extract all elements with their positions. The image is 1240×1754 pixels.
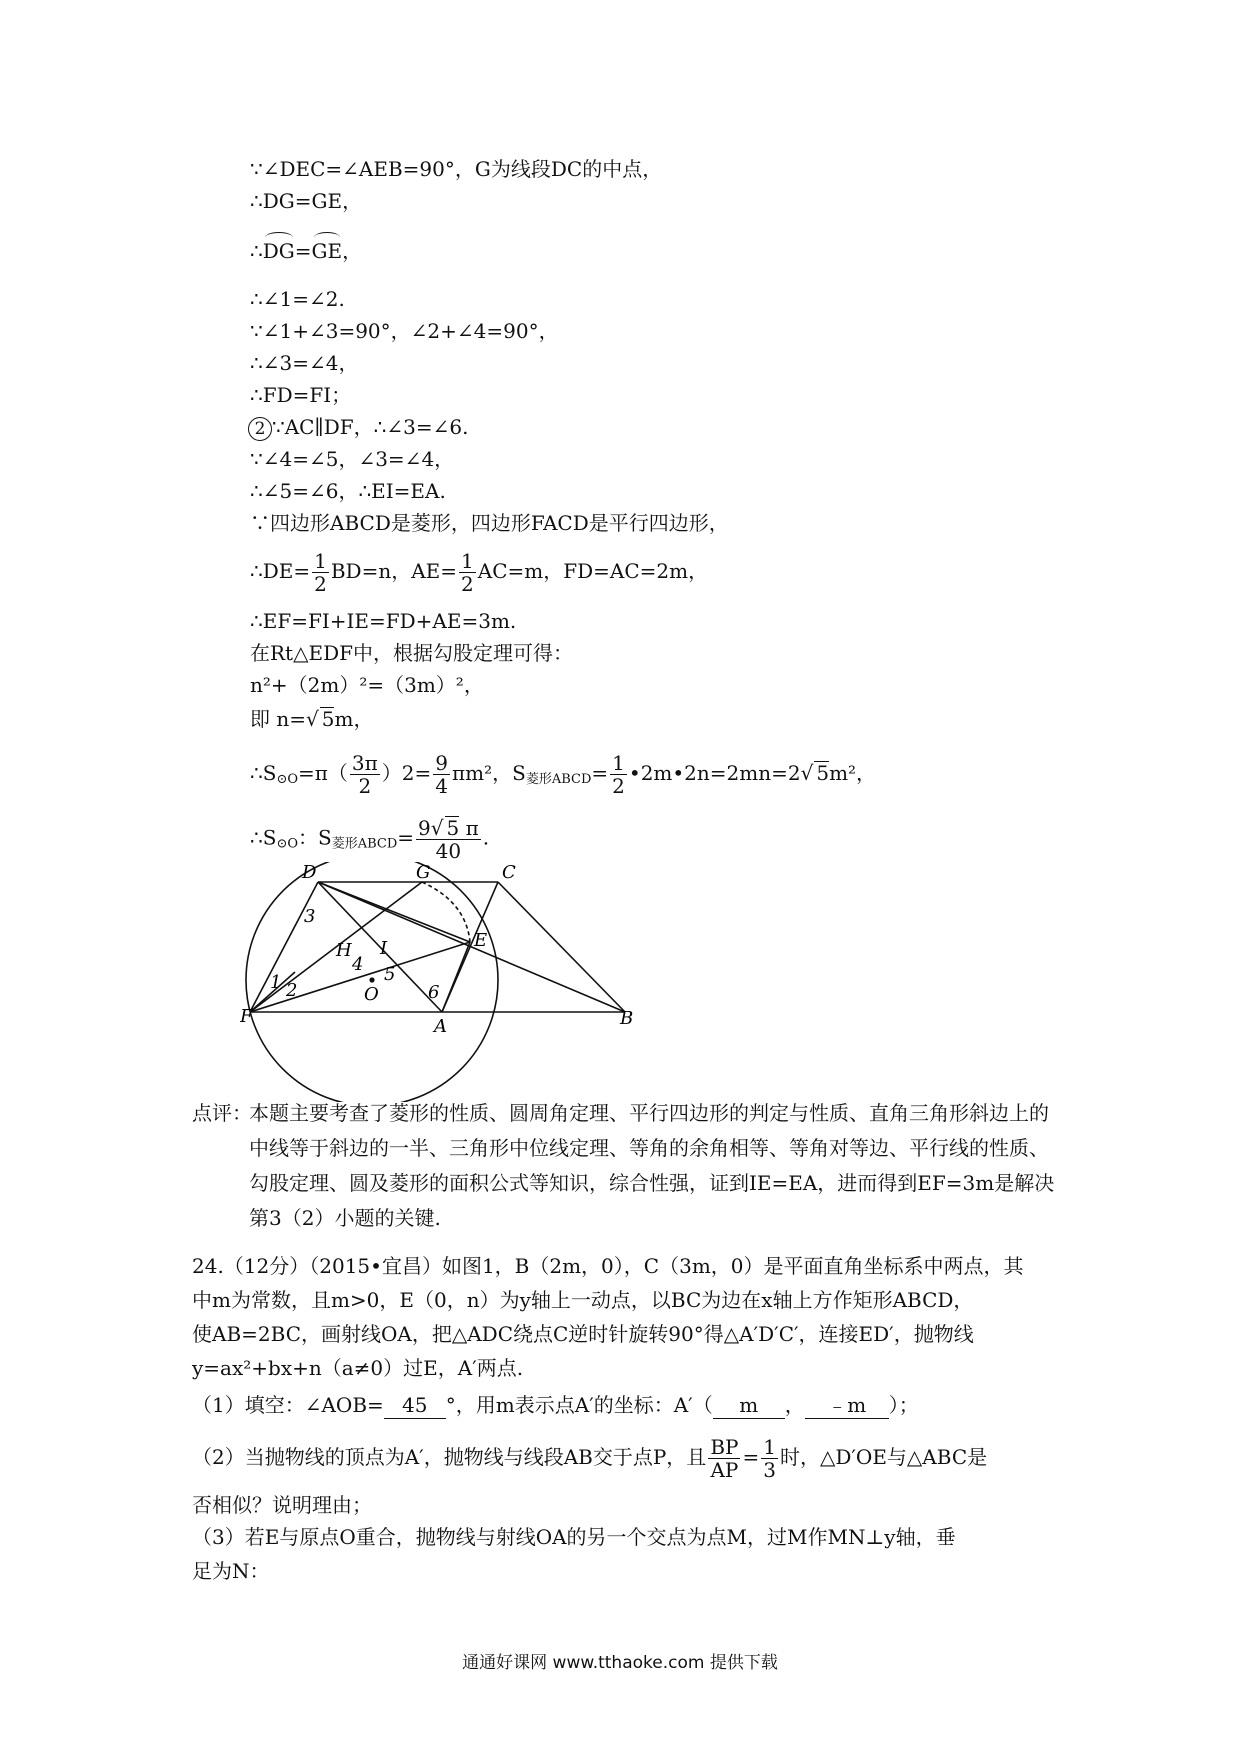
angle-label-5: 5 [384,964,396,985]
proof-line-14: 在Rt△EDF中，根据勾股定理可得： [250,641,573,665]
problem-line-3: 使AB=2BC，画射线OA，把△ADC绕点C逆时针旋转90°得△A′D′C′，连接ED′，抛物线 [192,1322,974,1346]
proof-line-4: ∴∠1=∠2. [250,287,345,311]
label-D: D [302,862,317,883]
review-text: 本题主要考查了菱形的性质、圆周角定理、平行四边形的判定与性质、直角三角形斜边上的中线等于斜边的一半、三角形中位线定理、等角的余角相等、等角对等边、平行线的性质、勾股定理、圆及菱形的面积公式等知识，综合性强，证到IE=EA，进而得到EF=3m是解决第3（2）小题的关键. [249,1101,1055,1230]
proof-line-2: ∴DG=GE， [250,189,363,213]
review-label: 点评： [192,1101,252,1125]
angle-label-6: 6 [428,982,440,1003]
label-O: O [364,984,379,1005]
problem-line-1: 24.（12分）（2015•宜昌）如图1，B（2m，0），C（3m，0）是平面直角坐标系中两点，其 [192,1254,1024,1278]
arc-dg: DG [262,239,295,263]
label-C: C [502,862,516,883]
arc-ge: GE [311,239,343,263]
proof-line-8: 2 ∵AC∥DF，∴∠3=∠6. [248,414,468,441]
proof-line-16: 即 n=√ 5m， [250,707,374,731]
proof-line-11: ∵四边形ABCD是菱形，四边形FACD是平行四边形， [250,511,729,535]
fraction: $\frac{9}{4}$ [435,751,448,798]
review-block [192,1096,1062,1236]
label-E: E [474,930,488,951]
proof-line-3: ∴DG=GE， [250,239,363,263]
label-G: G [416,862,431,883]
question-1: （1）填空：∠AOB= 45 °，用m表示点A′的坐标：A′（ m ， ﹣m ）； [192,1393,919,1417]
segment-df [250,882,318,1012]
label-I: I [380,938,388,959]
answer-blank-x: m [713,1392,785,1419]
answer-blank-y: ﹣m [805,1392,889,1419]
geometry-figure [240,862,660,1102]
center-point-o [369,977,374,982]
problem-line-2: 中m为常数，且m>0，E（0，n）为y轴上一动点，以BC为边在x轴上方作矩形ABCD， [192,1288,974,1312]
proof-line-10: ∴∠5=∠6，∴EI=EA. [250,479,446,503]
angle-label-3: 3 [304,906,316,927]
label-H: H [336,940,352,961]
proof-line-13: ∴EF=FI+IE=FD+AE=3m. [250,609,517,633]
label-A: A [434,1016,447,1037]
angle-label-1: 1 [270,972,282,993]
fraction: $\frac{1}{2}$ [314,549,327,596]
fraction: $\frac{1}{3}$ [763,1435,776,1482]
question-3-line-1: （3）若E与原点O重合，抛物线与射线OA的另一个交点为点M，过M作MN⊥y轴，垂 [192,1525,956,1549]
proof-line-17: $\therefore S_{⊙O}=\pi$（ $\frac{3\pi}{2}$ ）2= $\frac{9}{4}$ πm²，$S_{菱形ABCD}=$ $\frac{1}{2}$ •2m•2n=2mn=2√ 5m²， [250,751,877,798]
proof-line-12: ∴DE= $\frac{1}{2}$ BD=n，AE= $\frac{1}{2}$ AC=m，FD=AC=2m， [250,549,709,596]
segment-cb [498,882,625,1012]
proof-line-9: ∵∠4=∠5，∠3=∠4， [250,447,455,471]
problem-line-4: y=ax²+bx+n（a≠0）过E，A′两点. [192,1356,524,1380]
question-3-line-2: 足为N： [192,1559,270,1583]
label-F: F [240,1006,253,1027]
fraction: $\frac{1}{2}$ [612,751,625,798]
proof-line-18: $\therefore S_{⊙O}$：$S_{菱形ABCD}=$ $\frac{9√ 5 \pi}{40}$ . [250,816,490,863]
angle-label-4: 4 [352,954,364,975]
answer-blank-angle: 45 [384,1392,446,1419]
proof-line-6: ∴∠3=∠4， [250,351,359,375]
proof-line-1: ∵∠DEC=∠AEB=90°，G为线段DC的中点， [250,157,663,181]
circled-number: 2 [248,417,272,441]
label-B: B [620,1008,634,1029]
angle-label-2: 2 [286,980,298,1001]
fraction: $\frac{9√ 5 \pi}{40}$ [418,816,479,863]
fraction: $\frac{1}{2}$ [461,549,474,596]
fraction: $\frac{BP}{AP}$ [710,1435,739,1482]
question-2-cont: 否相似？说明理由； [192,1493,372,1517]
footer: 通通好课网 www.tthaoke.com 提供下载 [462,1653,778,1673]
proof-line-5: ∵∠1+∠3=90°，∠2+∠4=90°， [250,319,559,343]
proof-line-15: n²+（2m）²=（3m）²， [250,673,484,697]
proof-line-7: ∴FD=FI； [250,383,352,407]
segment-ea [442,942,470,1012]
question-2: （2）当抛物线的顶点为A′，抛物线与线段AB交于点P，且 $\frac{BP}{AP}$ = $\frac{1}{3}$ 时，△D′OE与△ABC是 [192,1435,988,1482]
fraction: $\frac{3\pi}{2}$ [351,751,378,798]
